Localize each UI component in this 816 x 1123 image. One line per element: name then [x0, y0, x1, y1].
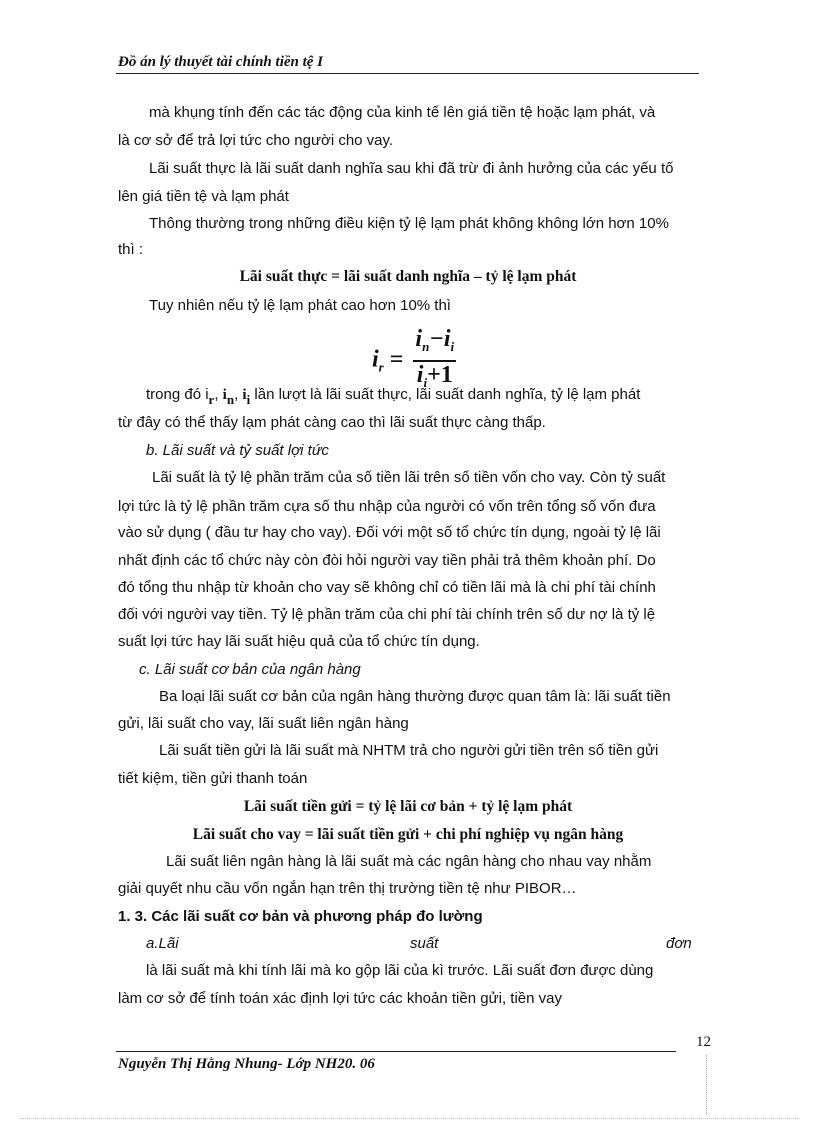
section-b-heading: b. Lãi suất và tỷ suất lợi tức — [146, 442, 329, 459]
body-line-8: trong đó ir, in, ii lần lượt là lãi suất thực, lãi suất danh nghĩa, tỷ lệ lạm phát — [146, 386, 641, 407]
edge-rule — [706, 1055, 707, 1115]
formula-numerator — [413, 326, 456, 362]
bottom-dotted-rule — [20, 1118, 800, 1119]
footer-rule — [116, 1051, 676, 1052]
formula-num-b-sub: i — [450, 339, 455, 354]
body-line-7: Tuy nhiên nếu tỷ lệ lạm phát cao hơn 10% thì — [149, 297, 451, 314]
body-line-6: thì : — [118, 241, 144, 258]
body-line-11: lợi tức là tỷ lệ phần trăm cựa số thu nhập của người có vốn trên tổng số vốn đưa — [118, 498, 656, 515]
body-line-17: Ba loại lãi suất cơ bản của ngân hàng thường được quan tâm là: lãi suất tiền — [159, 688, 671, 705]
body-line-20: tiết kiệm, tiền gửi thanh toán — [118, 770, 308, 787]
body-line-8-rest: lần lượt là lãi suất thực, lãi suất danh nghĩa, tỷ lệ lạm phát — [254, 386, 641, 403]
body-line-24: làm cơ sở để tính toán xác định lợi tức các khoản tiền gửi, tiền vay — [118, 990, 562, 1007]
body-line-22: giải quyết nhu cầu vốn ngắn hạn trên thị trường tiền tệ như PIBOR… — [118, 880, 577, 897]
equation-deposit-rate: Lãi suất tiền gửi = tỷ lệ lãi cơ bản + tỷ lệ lạm phát — [243, 798, 573, 815]
var-r-sub: r — [208, 392, 215, 407]
body-line-19: Lãi suất tiền gửi là lãi suất mà NHTM trả cho người gửi tiền trên số tiền gửi — [159, 742, 659, 759]
var-n-sub: n — [226, 392, 235, 407]
formula-num-a-sub: n — [422, 339, 430, 354]
equation-lending-rate: Lãi suất cho vay = lãi suất tiền gửi + chi phí nghiệp vụ ngân hàng — [192, 826, 624, 843]
body-line-4: lên giá tiền tệ và lạm phát — [118, 188, 289, 205]
footer-author: Nguyễn Thị Hằng Nhung- Lớp NH20. 06 — [118, 1056, 375, 1072]
section-a-word-2: suất — [410, 935, 439, 952]
body-line-15: đối với người vay tiền. Tỷ lệ phần trăm của chi phí tài chính trên số dư nợ là tỷ lệ — [118, 606, 656, 623]
fisher-formula: $i_r$ = $\frac{i_n-i_i}{i_i+1}$ — [372, 326, 456, 396]
formula-den: i — [416, 362, 424, 388]
formula-num-b: i — [443, 326, 451, 352]
formula-lhs: i — [372, 346, 379, 373]
body-line-16: suất lợi tức hay lãi suất hiệu quả của tổ chức tín dụng. — [118, 633, 480, 650]
body-line-14: đó tổng thu nhập từ khoản cho vay sẽ không chỉ có tiền lãi mà là chi phí tài chính — [118, 579, 656, 596]
body-line-3: Lãi suất thực là lãi suất danh nghĩa sau khi đã trừ đi ảnh hưởng của các yếu tố — [149, 160, 674, 177]
equation-real-rate: Lãi suất thực = lãi suất danh nghĩa – tỷ lệ lạm phát — [239, 268, 577, 285]
page-number: 12 — [696, 1034, 711, 1050]
body-line-2: là cơ sở để trả lợi tức cho người cho vay. — [118, 132, 394, 149]
header-rule — [116, 73, 699, 74]
body-line-18: gửi, lãi suất cho vay, lãi suất liên ngân hàng — [118, 715, 409, 732]
formula-den-sub: i — [423, 375, 428, 390]
header-title: Đồ án lý thuyết tài chính tiền tệ I — [118, 54, 324, 70]
section-1-3-heading: 1. 3. Các lãi suất cơ bản và phương pháp đo lường — [118, 908, 483, 925]
formula-minus: − — [429, 326, 444, 352]
formula-den-plus: +1 — [427, 362, 453, 388]
body-line-13: nhất định các tổ chức này còn đòi hỏi người vay tiền phải trả thêm khoản phí. Do — [118, 552, 656, 569]
var-i-sub: i — [246, 392, 251, 407]
body-line-8-start: trong đó i — [146, 386, 209, 403]
section-a-word-1: a.Lãi — [146, 935, 179, 952]
body-line-9: từ đây có thể thấy lạm phát càng cao thì lãi suất thực càng thấp. — [118, 414, 546, 431]
body-line-1: mà khụng tính đến các tác động của kinh tế lên giá tiền tệ hoặc lạm phát, và — [149, 104, 656, 121]
body-line-12: vào sử dụng ( đầu tư hay cho vay). Đối với một số tổ chức tín dụng, ngoài tỷ lệ lãi — [118, 524, 661, 541]
section-c-heading: c. Lãi suất cơ bản của ngân hàng — [139, 661, 361, 678]
formula-num-a: i — [415, 326, 423, 352]
section-a-word-3: đơn — [666, 935, 692, 952]
body-line-10: Lãi suất là tỷ lệ phần trăm của số tiền lãi trên số tiền vốn cho vay. Còn tỷ suất — [152, 469, 666, 486]
formula-lhs-sub: r — [378, 359, 384, 375]
body-line-23: là lãi suất mà khi tính lãi mà ko gộp lãi của kì trước. Lãi suất đơn được dùng — [146, 962, 654, 979]
body-line-21: Lãi suất liên ngân hàng là lãi suất mà các ngân hàng cho nhau vay nhằm — [166, 853, 652, 870]
body-line-5: Thông thường trong những điều kiện tỷ lệ lạm phát không không lớn hơn 10% — [149, 215, 669, 232]
